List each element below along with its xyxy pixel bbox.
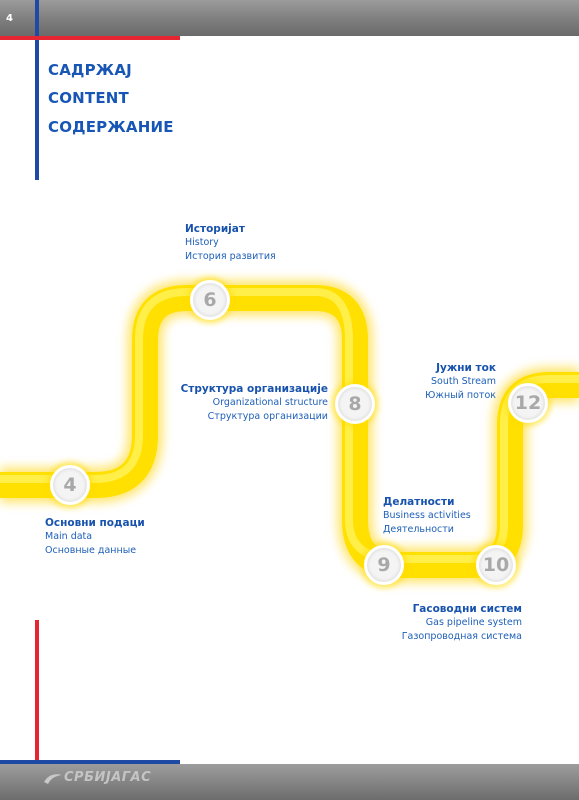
node-4: 4 [50, 465, 90, 505]
heading-en: CONTENT [48, 89, 129, 107]
label-title: Јужни ток [436, 362, 496, 374]
label-en: History [185, 237, 219, 248]
node-8: 8 [335, 384, 375, 424]
label-ru: Газопроводная система [401, 631, 522, 642]
heading-sr: САДРЖАЈ [48, 61, 132, 79]
label-title: Гасоводни систем [412, 603, 522, 615]
node-10: 10 [476, 545, 516, 585]
label-ru: Структура организации [207, 411, 328, 422]
label-en: South Stream [430, 376, 496, 387]
logo-icon [42, 772, 64, 786]
label-business [383, 495, 471, 537]
label-ru: Деятельности [383, 524, 454, 535]
node-9: 9 [364, 545, 404, 585]
label-main-data [45, 516, 145, 558]
label-ru: Южный поток [425, 390, 496, 401]
label-south-stream [400, 361, 496, 403]
label-org-structure [150, 382, 328, 424]
label-en: Gas pipeline system [425, 617, 522, 628]
label-title: Делатности [383, 496, 455, 508]
label-title: Основни подаци [45, 517, 145, 529]
heading-ru: СОДЕРЖАНИЕ [48, 118, 174, 136]
node-6: 6 [190, 280, 230, 320]
label-title: Структура организације [180, 383, 328, 395]
label-en: Business activities [383, 510, 471, 521]
node-12: 12 [508, 383, 548, 423]
page-number: 4 [6, 13, 13, 24]
label-title: Историјат [185, 223, 245, 235]
label-ru: История развития [185, 251, 276, 262]
label-en: Main data [45, 531, 93, 542]
label-ru: Основные данные [45, 545, 137, 556]
label-history [185, 222, 276, 264]
label-en: Organizational structure [212, 397, 328, 408]
label-gas-pipeline [370, 602, 522, 644]
company-logo: СРБИЈАГАС [64, 770, 152, 785]
